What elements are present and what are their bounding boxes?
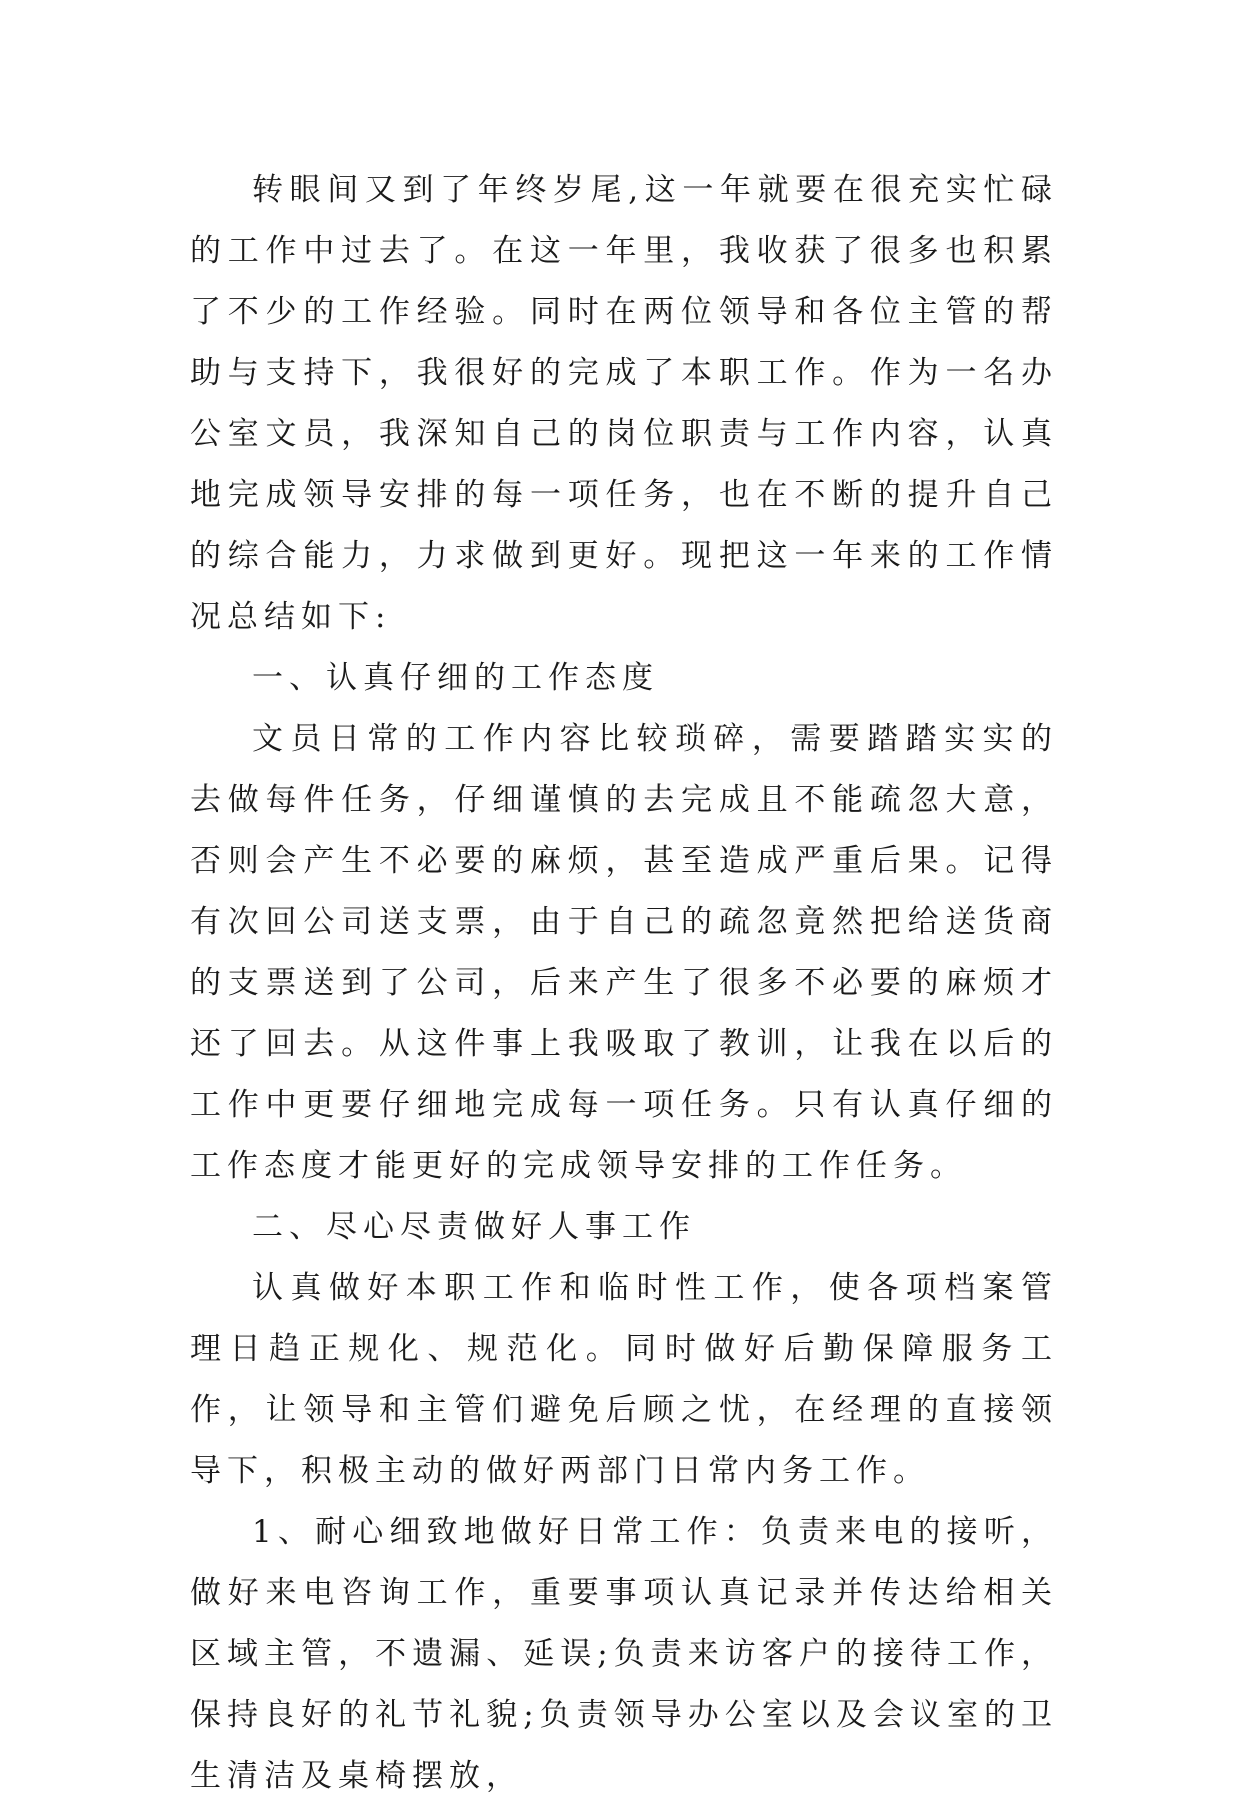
section-1-paragraph: 文员日常的工作内容比较琐碎，需要踏踏实实的去做每件任务，仔细谨慎的去完成且不能疏忽大意，否则会产生不必要的麻烦，甚至造成严重后果。记得有次回公司送支票，由于自己的疏忽竟然把给送货商的支票送到了公司，后来产生了很多不必要的麻烦才还了回去。从这件事上我吸取了教训，让我在以后的工作中更要仔细地完成每一项任务。只有认真仔细的工作态度才能更好的完成领导安排的工作任务。 — [190, 721, 1058, 1184]
document-body — [190, 160, 1058, 1807]
section-heading-1: 一、认真仔细的工作态度 — [252, 660, 659, 696]
section-heading-2: 二、尽心尽责做好人事工作 — [252, 1209, 696, 1245]
list-item-1-paragraph: 1、耐心细致地做好日常工作：负责来电的接听，做好来电咨询工作，重要事项认真记录并传达给相关区域主管，不遗漏、延误;负责来访客户的接待工作，保持良好的礼节礼貌;负责领导办公室以及会议室的卫生清洁及桌椅摆放， — [190, 1514, 1058, 1794]
section-2-paragraph: 认真做好本职工作和临时性工作，使各项档案管理日趋正规化、规范化。同时做好后勤保障服务工作，让领导和主管们避免后顾之忧，在经理的直接领导下，积极主动的做好两部门日常内务工作。 — [190, 1270, 1058, 1489]
intro-paragraph: 转眼间又到了年终岁尾,这一年就要在很充实忙碌的工作中过去了。在这一年里，我收获了很多也积累了不少的工作经验。同时在两位领导和各位主管的帮助与支持下，我很好的完成了本职工作。作为一名办公室文员，我深知自己的岗位职责与工作内容，认真地完成领导安排的每一项任务，也在不断的提升自己的综合能力，力求做到更好。现把这一年来的工作情况总结如下: — [190, 172, 1058, 635]
